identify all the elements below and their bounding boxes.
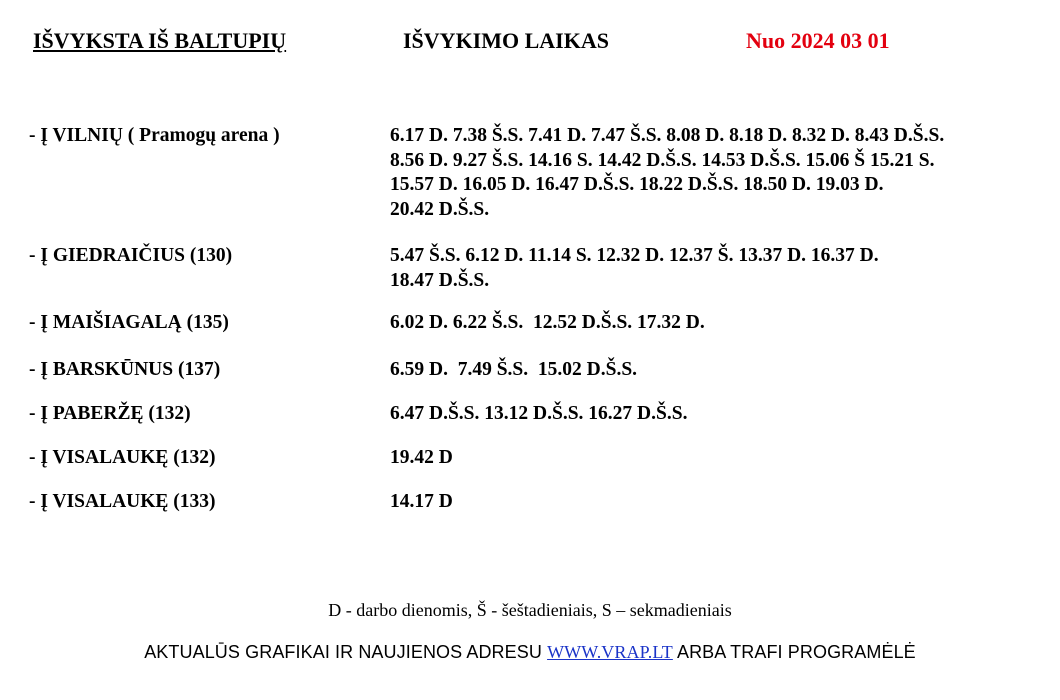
departure-time-title: IŠVYKIMO LAIKAS	[403, 28, 609, 53]
destination-label: - Į GIEDRAIČIUS (130)	[29, 245, 233, 266]
destination-label: - Į VISALAUKĘ (133)	[29, 491, 216, 512]
valid-from-date: Nuo 2024 03 01	[746, 28, 890, 53]
departure-times: 6.17 D. 7.38 Š.S. 7.41 D. 7.47 Š.S. 8.08 D. 8.18 D. 8.32 D. 8.43 D.Š.S. 8.56 D. 9.27 Š.S. 14.16 S. 14.42 D.Š.S. 14.53 D.Š.S. 15.06 Š 15.21 S. 15.57 D. 16.05 D. 16.47 D.Š.S. 18.22 D.Š.S. 18.50 D. 19.03 D. 20.42 D.Š.S.	[390, 125, 945, 220]
footer-note	[0, 642, 1060, 663]
departure-times: 19.42 D	[390, 447, 453, 468]
destination-label: - Į BARSKŪNUS (137)	[29, 359, 221, 380]
departure-times: 14.17 D	[390, 491, 453, 512]
departure-times: 6.47 D.Š.S. 13.12 D.Š.S. 16.27 D.Š.S.	[390, 403, 688, 424]
departure-times: 6.02 D. 6.22 Š.S. 12.52 D.Š.S. 17.32 D.	[390, 312, 705, 333]
header	[0, 28, 1060, 58]
footer-text-before: AKTUALŪS GRAFIKAI IR NAUJIENOS ADRESU	[144, 642, 548, 662]
legend-note: D - darbo dienomis, Š - šeštadieniais, S – sekmadieniais	[328, 600, 732, 620]
destination-label: - Į MAIŠIAGALĄ (135)	[29, 312, 229, 333]
website-link[interactable]: WWW.VRAP.LT	[547, 642, 673, 662]
destination-label: - Į VISALAUKĘ (132)	[29, 447, 216, 468]
footer-text-after: ARBA TRAFI PROGRAMĖLĖ	[672, 642, 916, 662]
departure-times: 5.47 Š.S. 6.12 D. 11.14 S. 12.32 D. 12.37 Š. 13.37 D. 16.37 D. 18.47 D.Š.S.	[390, 245, 879, 291]
destination-label: - Į PABERŽĘ (132)	[29, 403, 191, 424]
departure-times: 6.59 D. 7.49 Š.S. 15.02 D.Š.S.	[390, 359, 638, 380]
departure-title: IŠVYKSTA IŠ BALTUPIŲ	[33, 28, 287, 53]
destination-label: - Į VILNIŲ ( Pramogų arena )	[29, 125, 280, 146]
